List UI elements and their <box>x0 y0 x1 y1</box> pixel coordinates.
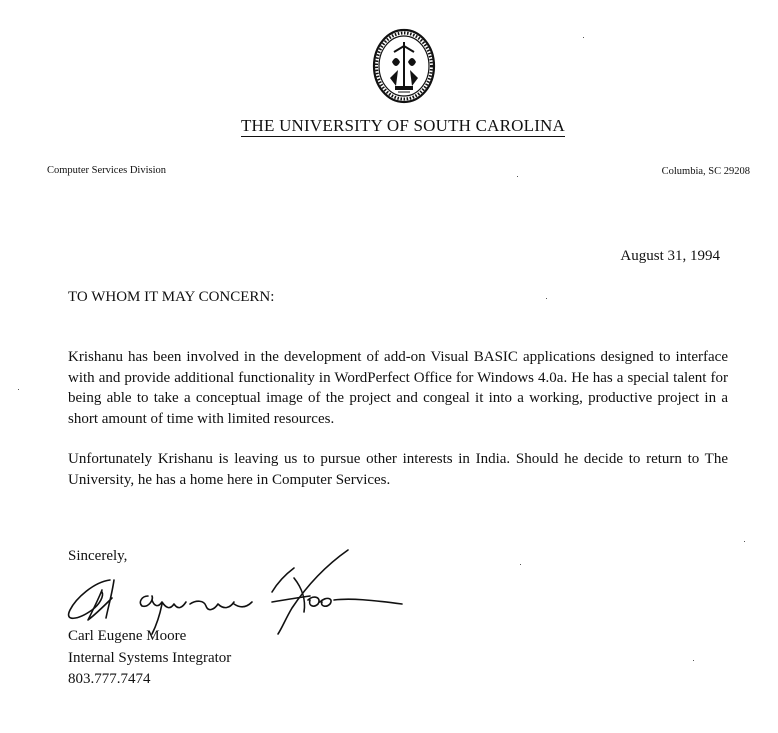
signer-name: Carl Eugene Moore <box>68 628 187 644</box>
letter-closing: Sincerely, <box>68 548 128 564</box>
letter-paragraph-1: Krishanu has been involved in the development of add-on Visual BASIC applications designed to interface with and provide additional functionality in WordPerfect Office for Windows 4.0a. He has a special talent for being able to take a conceptual image of the project and congeal it into a working, productive project in a short amount of time with limited resources. <box>68 349 728 427</box>
letterhead-location: Columbia, SC 29208 <box>661 166 750 177</box>
scan-speck <box>517 176 518 177</box>
scan-speck <box>744 541 745 542</box>
scan-speck <box>18 389 19 390</box>
scan-speck <box>546 298 547 299</box>
letter-date: August 31, 1994 <box>620 248 720 264</box>
scan-speck <box>693 660 694 661</box>
letterhead-division: Computer Services Division <box>47 165 166 176</box>
university-name-text: THE UNIVERSITY OF SOUTH CAROLINA <box>240 116 566 135</box>
scan-speck <box>520 564 521 565</box>
signer-phone: 803.777.7474 <box>68 671 151 687</box>
letterhead-university-name <box>0 116 778 136</box>
letter-salutation: TO WHOM IT MAY CONCERN: <box>68 289 275 305</box>
scan-speck <box>583 37 584 38</box>
university-seal-icon <box>372 28 436 104</box>
signer-title: Internal Systems Integrator <box>68 650 232 666</box>
letter-paragraph-2: Unfortunately Krishanu is leaving us to pursue other interests in India. Should he decide to return to The University, he has a home here in Computer Services. <box>68 451 728 488</box>
